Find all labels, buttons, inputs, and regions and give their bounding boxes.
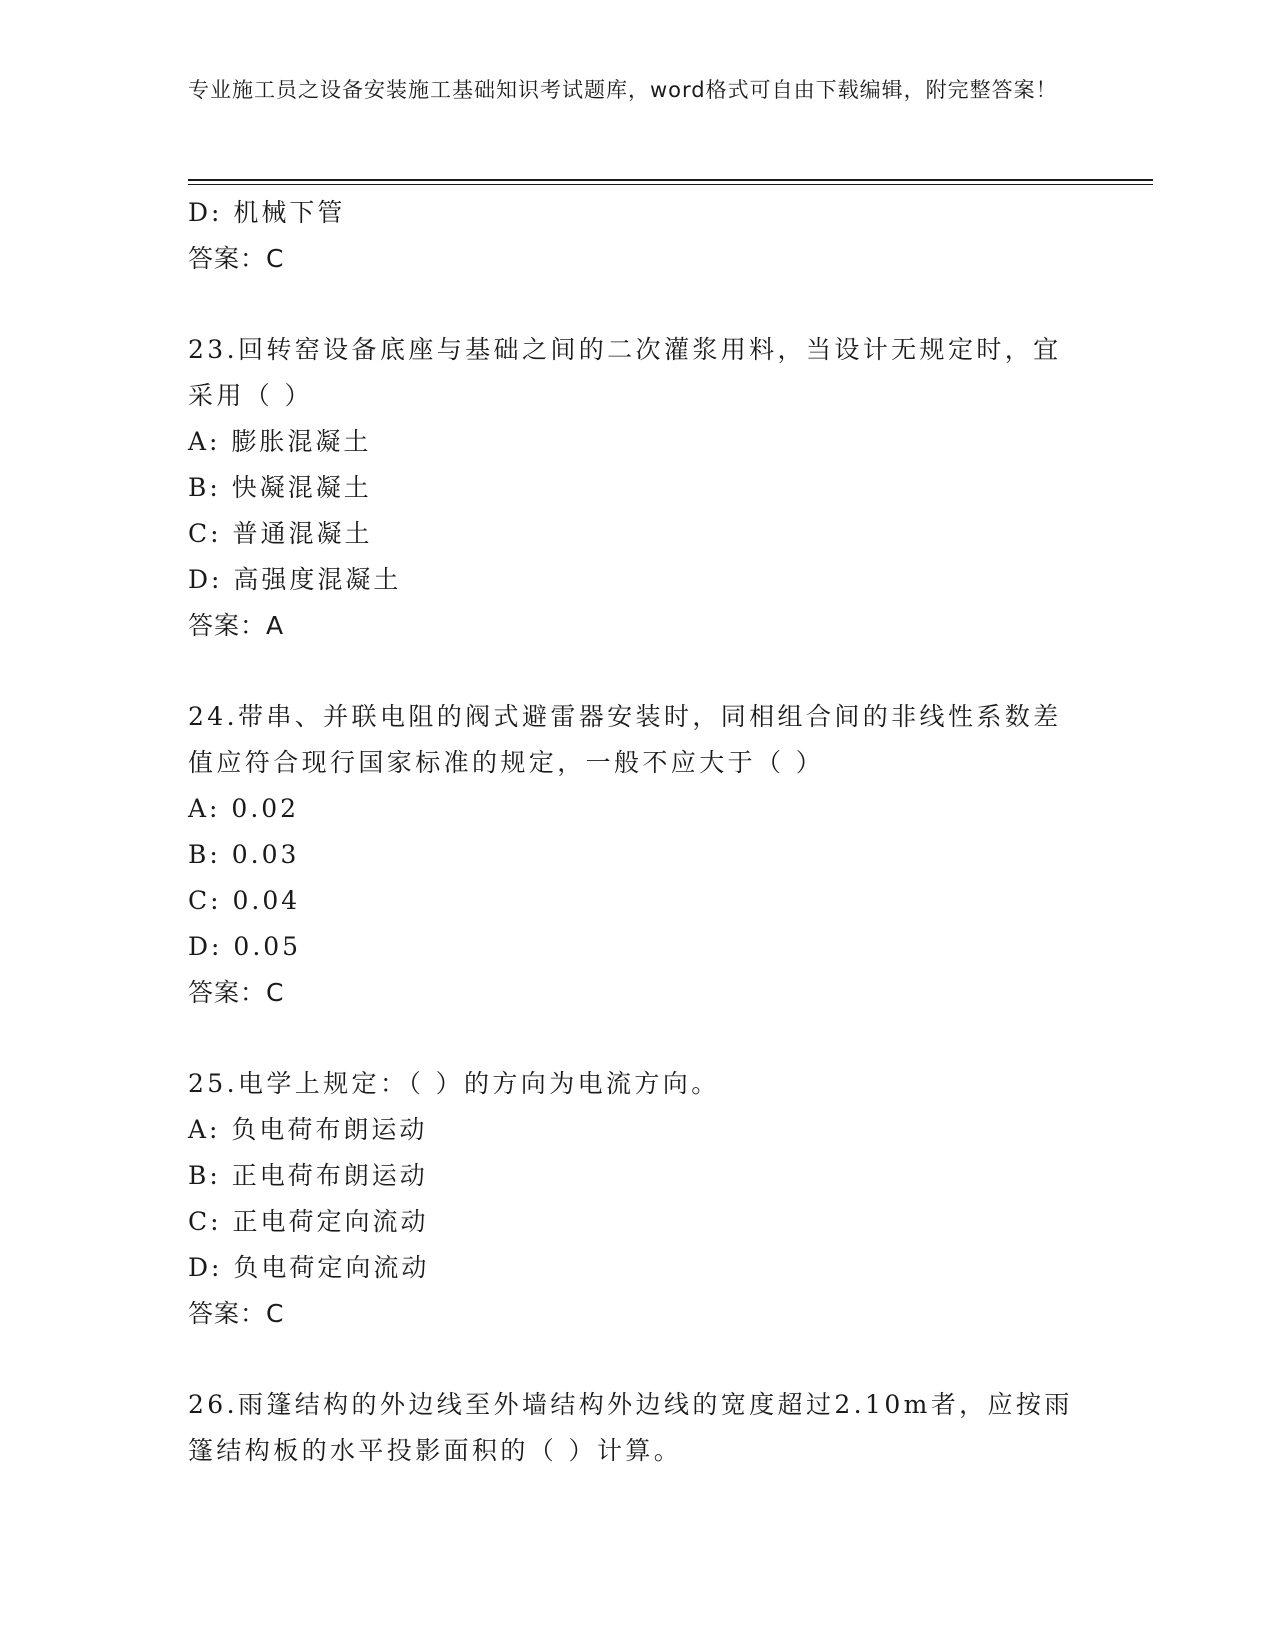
option-c: C: 正电荷定向流动 xyxy=(188,1207,429,1236)
header-divider-thick xyxy=(188,179,1153,181)
question-23 xyxy=(188,327,1088,649)
option-d: D: 0.05 xyxy=(188,932,302,961)
option-d: D: 机械下管 xyxy=(188,198,346,227)
option-c: C: 普通混凝土 xyxy=(188,519,373,548)
question-list xyxy=(188,190,1088,1474)
prev-question-tail xyxy=(188,190,1088,282)
option-b: B: 0.03 xyxy=(188,840,300,869)
question-26 xyxy=(188,1382,1088,1474)
answer-line: 答案：C xyxy=(188,244,285,273)
option-a: A: 0.02 xyxy=(188,794,300,823)
option-a: A: 膨胀混凝土 xyxy=(188,427,372,456)
question-25 xyxy=(188,1061,1088,1337)
answer-line: 答案：C xyxy=(188,978,285,1007)
question-stem: 25.电学上规定：（ ）的方向为电流方向。 xyxy=(188,1069,720,1098)
option-b: B: 快凝混凝土 xyxy=(188,473,372,502)
header-divider-thin xyxy=(188,184,1153,185)
answer-line: 答案：C xyxy=(188,1299,285,1328)
option-c: C: 0.04 xyxy=(188,886,301,915)
question-stem: 26.雨篷结构的外边线至外墙结构外边线的宽度超过2.10m者，应按雨篷结构板的水平投影面积的（ ）计算。 xyxy=(188,1390,1073,1465)
option-d: D: 高强度混凝土 xyxy=(188,565,402,594)
option-b: B: 正电荷布朗运动 xyxy=(188,1161,428,1190)
question-stem: 24.带串、并联电阻的阀式避雷器安装时，同相组合间的非线性系数差值应符合现行国家标准的规定，一般不应大于（ ） xyxy=(188,702,1062,777)
answer-line: 答案：A xyxy=(188,611,285,640)
question-24 xyxy=(188,694,1088,1016)
document-header: 专业施工员之设备安装施工基础知识考试题库，word格式可自由下载编辑，附完整答案！ xyxy=(188,78,1058,102)
option-d: D: 负电荷定向流动 xyxy=(188,1253,430,1282)
question-stem: 23.回转窑设备底座与基础之间的二次灌浆用料，当设计无规定时，宜采用（ ） xyxy=(188,335,1062,410)
option-a: A: 负电荷布朗运动 xyxy=(188,1115,428,1144)
